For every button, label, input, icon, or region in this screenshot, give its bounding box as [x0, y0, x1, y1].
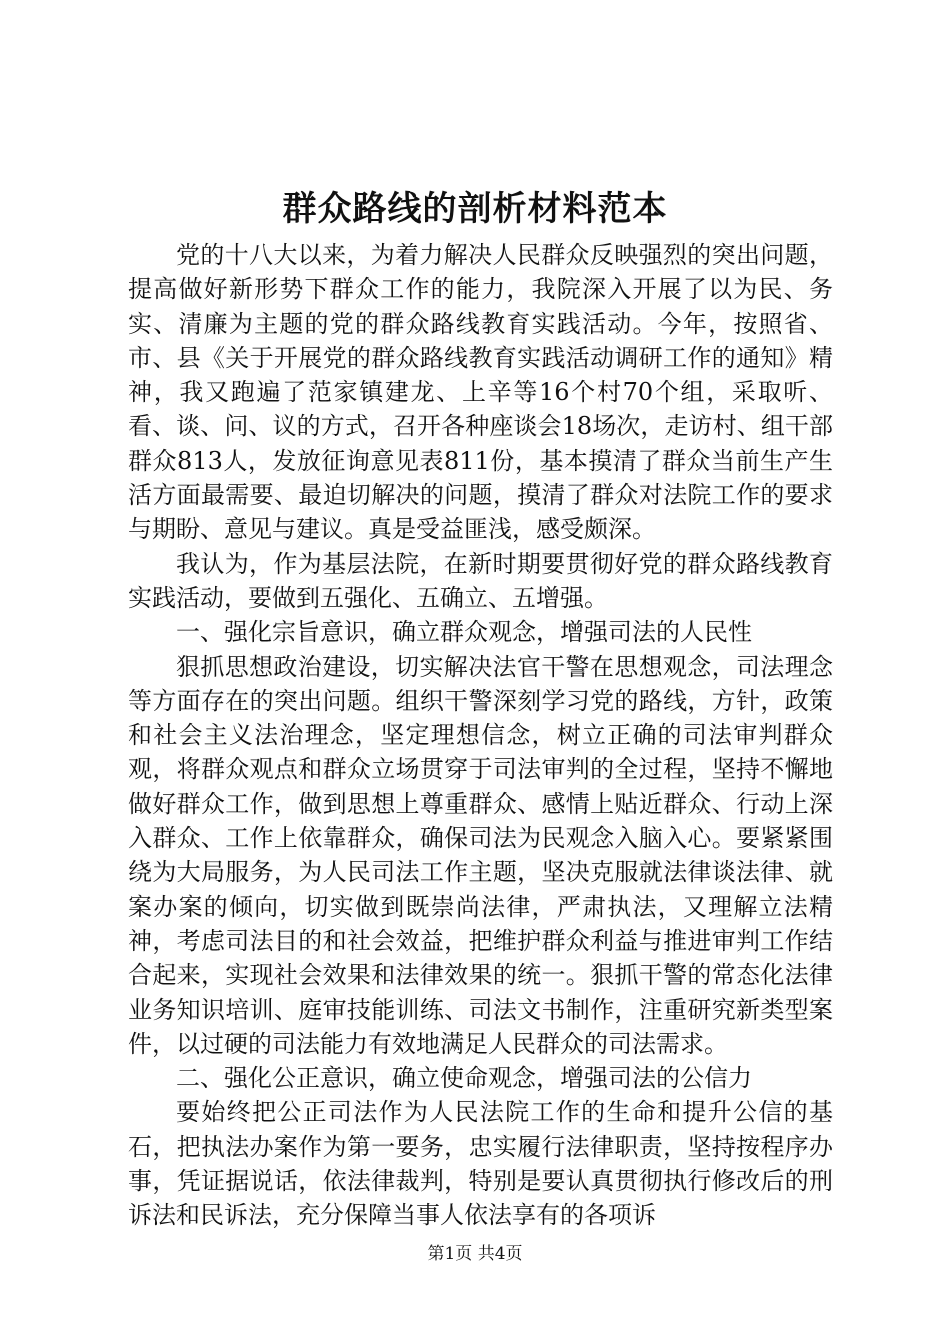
document-body — [128, 238, 833, 1233]
section-heading-2: 二、强化公正意识，确立使命观念，增强司法的公信力 — [176, 1064, 752, 1093]
page-number-footer: 第1页 共4页 — [427, 1244, 523, 1264]
section-heading-1: 一、强化宗旨意识，确立群众观念，增强司法的人民性 — [176, 618, 752, 647]
paragraph-section-1: 狠抓思想政治建设，切实解决法官干警在思想观念，司法理念等方面存在的突出问题。组织干警深刻学习党的路线，方针，政策和社会主义法治理念，坚定理想信念，树立正确的司法审判群众观，将群众观点和群众立场贯穿于司法审判的全过程，坚持不懈地做好群众工作，做到思想上尊重群众、感情上贴近群众、行动上深入群众、工作上依靠群众，确保司法为民观念入脑入心。要紧紧围绕为大局服务，为人民司法工作主题，坚决克服就法律谈法律、就案办案的倾向，切实做到既崇尚法律，严肃执法，又理解立法精神，考虑司法目的和社会效益，把维护群众利益与推进审判工作结合起来，实现社会效果和法律效果的统一。狠抓干警的常态化法律业务知识培训、庭审技能训练、司法文书制作，注重研究新类型案件，以过硬的司法能力有效地满足人民群众的司法需求。 — [128, 652, 833, 1058]
paragraph-intro: 党的十八大以来，为着力解决人民群众反映强烈的突出问题，提高做好新形势下群众工作的能力，我院深入开展了以为民、务实、清廉为主题的党的群众路线教育实践活动。今年，按照省、市、县《关于开展党的群众路线教育实践活动调研工作的通知》精神，我又跑遍了范家镇建龙、上辛等16个村70个组，采取听、看、谈、问、议的方式，召开各种座谈会18场次，走访村、组干部群众813人，发放征询意见表811份，基本摸清了群众当前生产生活方面最需要、最迫切解决的问题，摸清了群众对法院工作的要求与期盼、意见与建议。真是受益匪浅，感受颇深。 — [128, 241, 833, 544]
document-title: 群众路线的剖析材料范本 — [282, 189, 668, 229]
paragraph-summary: 我认为，作为基层法院，在新时期要贯彻好党的群众路线教育实践活动，要做到五强化、五确立、五增强。 — [128, 549, 833, 612]
paragraph-section-2: 要始终把公正司法作为人民法院工作的生命和提升公信的基石，把执法办案作为第一要务，忠实履行法律职责，坚持按程序办事，凭证据说话，依法律裁判，特别是要认真贯彻执行修改后的刑诉法和民诉法，充分保障当事人依法享有的各项诉 — [128, 1098, 833, 1230]
